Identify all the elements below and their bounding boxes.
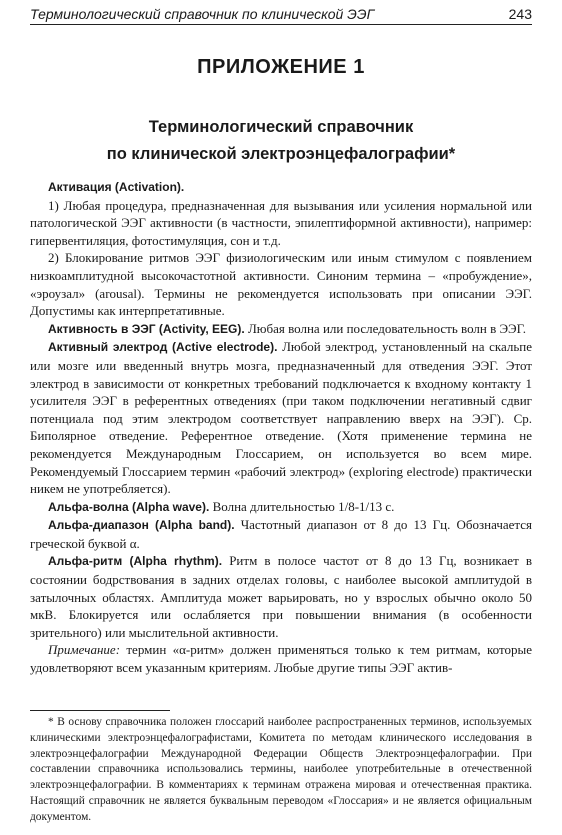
footnote [30,715,532,826]
definition-alpha-rhythm: Ритм в полосе частот от 8 до 13 Гц, возникает в состоянии бодрствования в задних отделах головы, с наиболее высокой амплитудой в затылочных областях. Амплитуда может варьировать, но у взрослых обычно около 50 мкВ. Блокируется или ослабляется при повышении внимания (в особенности зрительного) или мыслительной активности. [30,553,533,640]
term-alpha-band: Альфа-диапазон (Alpha band). [48,518,235,533]
definition-activity: Любая волна или последовательность волн в ЭЭГ. [247,320,526,336]
chapter-title-line-1: Терминологический справочник [148,118,414,136]
glossary-body [30,178,532,677]
term-alpha-rhythm: Альфа-ритм (Alpha rhythm). [48,554,223,569]
definition-active-electrode: Любой электрод, установленный на скальпе или мозге или введенный внутрь мозга, предназначенный для отведения ЭЭГ. Этот электрод в зависимости от конкретных требований подключается к входному контакту 1 усилителя ЭЭГ в референтных отведениях (при таком подключении негативный сдвиг потенциала под этим электродом соответствует направлению вверх на ЭЭГ). Ср. Биполярное отведение. Референтное отведение. (Хотя применение термина не рекомендуется Международным Глоссарием, он используется во всем мире. Рекомендуемый Глоссарием термин «рабочий электрод» (exploring electrode) практически никем не употребляется). [30,339,532,497]
running-head [30,0,532,25]
entry-alpha-wave [30,498,532,517]
term-activity: Активность в ЭЭГ (Activity, EEG). [48,321,245,336]
running-head-title: Терминологический справочник по клинической ЭЭГ [30,6,375,22]
note-text: термин «α-ритм» должен применяться только к тем ритмам, которые удовлетворяют всем указанным критериям. Любые другие типы ЭЭГ актив- [30,642,532,676]
appendix-label: ПРИЛОЖЕНИЕ 1 [197,56,365,78]
footnote-text: * В основу справочника положен глоссарий наиболее распространенных терминов, используемых клиническими электроэнцефалографистами, Комитета по методам клинического исследования в электроэнцефалографии Международной Федерации Обществ Электроэнцефалографии. При составлении справочника использовались термины, наиболее употребительные в отечественной электроэнцефалографии. В комментариях к терминам отражена мировая и отечественная практика. Настоящий справочник не является буквальным переводом «Глоссария» и не является официальным документом. [30,716,532,823]
chapter-title [0,114,562,168]
entry-active-electrode [30,338,532,497]
footnote-rule [30,710,170,711]
entry-activation-definition-2: 2) Блокирование ритмов ЭЭГ физиологическим или иным стимулом с появлением низкоамплитудной высокочастотной активности. Синоним термина – «пробуждение», «эроузал» (arousal). Термины не рекомендуется использовать при описании ЭЭГ. Допустимы как интерпретативные. [30,250,532,319]
entry-alpha-rhythm [30,552,532,641]
entry-activation-definition-1: 1) Любая процедура, предназначенная для вызывания или усиления нормальной или патологической ЭЭГ активности (в частности, эпилептиформной активности), например: гипервентиляция, фотостимуляция, сон и т.д. [30,197,532,248]
term-alpha-wave: Альфа-волна (Alpha wave). [48,499,210,514]
entry-alpha-band [30,516,532,552]
page-number: 243 [508,6,532,22]
chapter-title-line-2: по клинической электроэнцефалографии* [106,145,456,163]
note-label: Примечание: [48,642,121,658]
term-active-electrode: Активный электрод (Active electrode). [48,340,278,355]
term-activation: Активация (Activation). [48,180,185,194]
entry-activation-heading [30,178,532,197]
definition-alpha-wave: Волна длительностью 1/8-1/13 с. [212,498,395,514]
entry-alpha-rhythm-note [30,641,532,676]
definition-alpha-band: Частотный диапазон от 8 до 13 Гц. Обозначается греческой буквой α. [30,517,532,551]
entry-activity [30,320,532,339]
